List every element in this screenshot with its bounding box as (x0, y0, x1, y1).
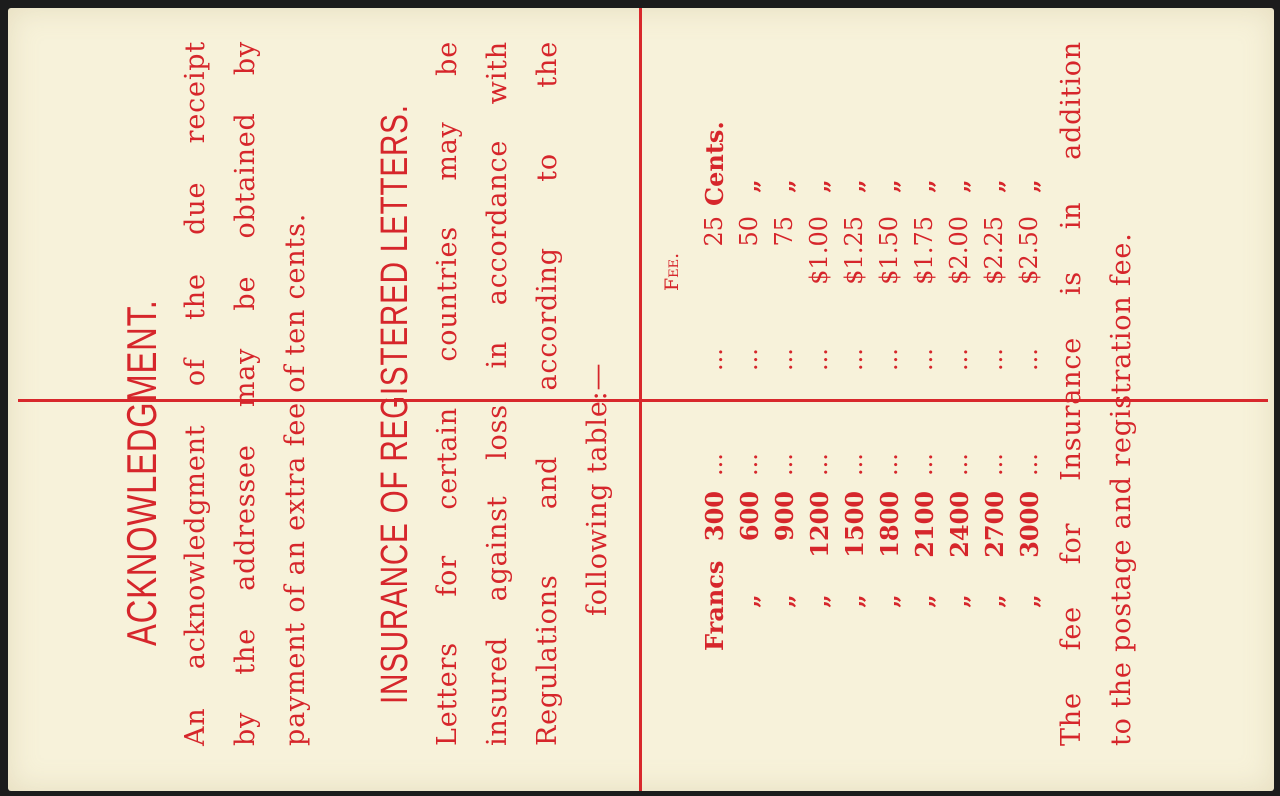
leader-dots: ... (805, 348, 833, 371)
fee-amount: $2.25 (980, 216, 1008, 285)
leader-dots: ... (1015, 348, 1043, 371)
cents-label: Cents. (700, 121, 729, 206)
francs-amount: 2100 (910, 491, 939, 558)
leader-dots: ... (700, 348, 728, 371)
fee-amount: $1.25 (840, 216, 868, 285)
ditto-mark: „ (805, 179, 834, 193)
acknowledgment-line-2: by the addressee may be obtained by (230, 41, 261, 746)
francs-amount: 2700 (980, 491, 1009, 558)
ditto-mark: „ (805, 594, 834, 608)
leader-dots: ... (945, 348, 973, 371)
fee-amount: $1.00 (805, 216, 833, 285)
francs-amount: 1500 (840, 491, 869, 558)
ditto-mark: „ (840, 594, 869, 608)
leader-dots: ... (1015, 453, 1043, 476)
francs-amount: 1800 (875, 491, 904, 558)
leader-dots: ... (875, 348, 903, 371)
insurance-line-3: Regulations and according to the (532, 41, 563, 746)
leader-dots: ... (875, 453, 903, 476)
leader-dots: ... (980, 453, 1008, 476)
currency-label: Francs (700, 560, 729, 651)
ditto-mark: „ (770, 594, 799, 608)
ditto-mark: „ (910, 594, 939, 608)
fee-amount: $1.50 (875, 216, 903, 285)
footer-line-2: to the postage and registration fee. (1106, 232, 1137, 746)
acknowledgment-line-1: An acknowledgment of the due receipt (180, 41, 211, 746)
ditto-mark: „ (910, 179, 939, 193)
leader-dots: ... (735, 453, 763, 476)
ditto-mark: „ (770, 179, 799, 193)
ditto-mark: „ (945, 179, 974, 193)
insurance-line-4: following table:— (582, 362, 613, 616)
leader-dots: ... (735, 348, 763, 371)
leader-dots: ... (805, 453, 833, 476)
ditto-mark: „ (980, 179, 1009, 193)
leader-dots: ... (980, 348, 1008, 371)
francs-amount: 600 (735, 491, 764, 542)
acknowledgment-heading: ACKNOWLEDGMENT. (118, 299, 165, 646)
leader-dots: ... (910, 348, 938, 371)
footer-line-1: The fee for Insurance is in addition (1056, 41, 1087, 746)
ditto-mark: „ (735, 179, 764, 193)
fee-amount: 50 (735, 216, 763, 247)
leader-dots: ... (700, 453, 728, 476)
francs-amount: 2400 (945, 491, 974, 558)
insurance-line-2: insured against loss in accordance with (482, 41, 513, 746)
fee-amount: $2.50 (1015, 216, 1043, 285)
ditto-mark: „ (980, 594, 1009, 608)
leader-dots: ... (840, 453, 868, 476)
fee-amount: 75 (770, 216, 798, 247)
leader-dots: ... (770, 453, 798, 476)
printed-instructions (8, 8, 1274, 791)
insurance-heading: INSURANCE OF REGISTERED LETTERS. (374, 104, 416, 704)
francs-amount: 1200 (805, 491, 834, 558)
fee-amount: 25 (700, 216, 728, 247)
ditto-mark: „ (840, 179, 869, 193)
leader-dots: ... (910, 453, 938, 476)
acknowledgment-line-3: payment of an extra fee of ten cents. (280, 212, 311, 746)
fee-amount: $2.00 (945, 216, 973, 285)
ditto-mark: „ (875, 179, 904, 193)
francs-amount: 3000 (1015, 491, 1044, 558)
ditto-mark: „ (735, 594, 764, 608)
francs-amount: 300 (700, 491, 729, 542)
leader-dots: ... (945, 453, 973, 476)
ditto-mark: „ (1015, 594, 1044, 608)
leader-dots: ... (840, 348, 868, 371)
ditto-mark: „ (945, 594, 974, 608)
leader-dots: ... (770, 348, 798, 371)
fee-amount: $1.75 (910, 216, 938, 285)
fee-column-header: Fee. (661, 252, 683, 291)
insurance-line-1: Letters for certain countries may be (432, 41, 463, 746)
ditto-mark: „ (1015, 179, 1044, 193)
ditto-mark: „ (875, 594, 904, 608)
francs-amount: 900 (770, 491, 799, 542)
registered-envelope-back (8, 8, 1274, 791)
